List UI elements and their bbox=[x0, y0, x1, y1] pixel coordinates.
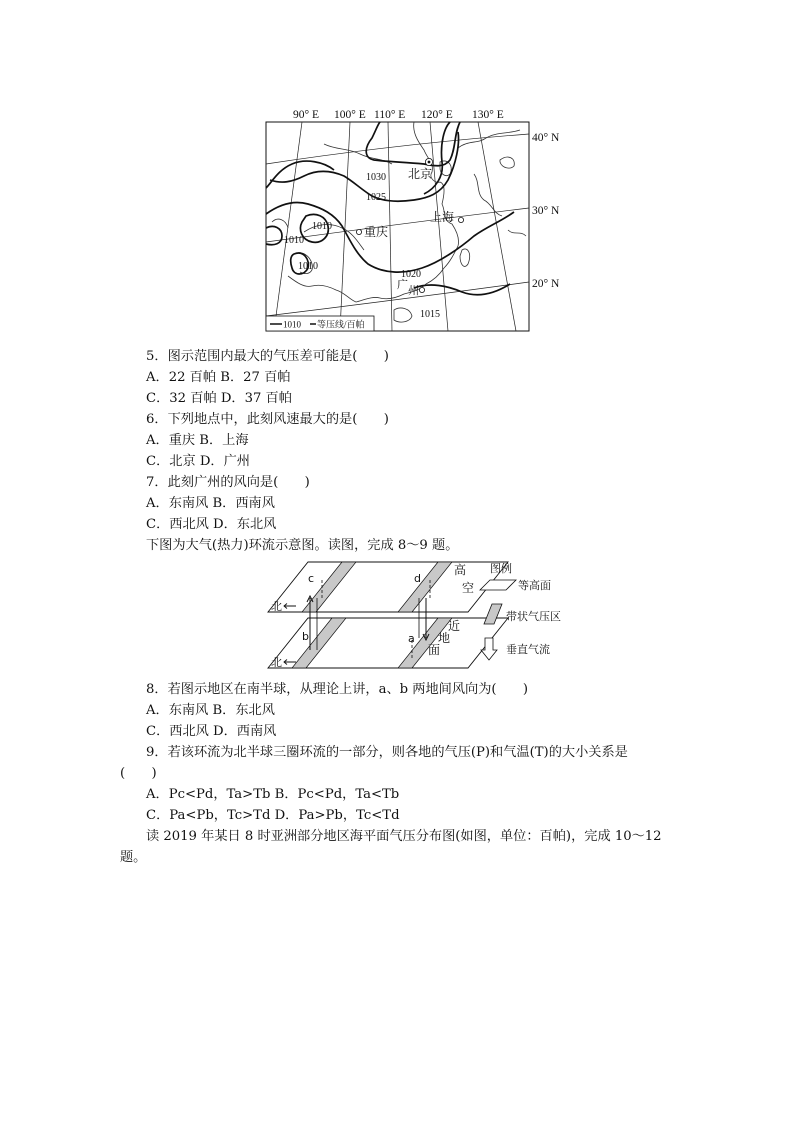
city-label-guangzhou: 广 bbox=[397, 279, 408, 291]
lat-label: 20° N bbox=[532, 278, 560, 290]
legend-isobar-text: 等压线/百帕 bbox=[317, 319, 365, 330]
intro-questions-8-9: 下图为大气(热力)环流示意图。读图，完成 8～9 题。 bbox=[146, 538, 459, 553]
city-label-beijing: 北京 bbox=[408, 167, 433, 181]
lon-label: 130° E bbox=[472, 109, 504, 121]
isobar-label: 1015 bbox=[420, 309, 440, 320]
isobar-label: 1020 bbox=[401, 269, 421, 280]
shanghai-marker-icon bbox=[458, 217, 463, 222]
question-9-options-cd: C．Pa<Pb，Tc>Td D．Pa>Pb，Tc<Td bbox=[146, 808, 400, 823]
isobar-label: 1025 bbox=[366, 192, 386, 203]
question-6-options-ab: A．重庆 B．上海 bbox=[146, 433, 249, 448]
question-5-options-cd: C．32 百帕 D．37 百帕 bbox=[146, 391, 292, 406]
isobar-label: 1010 bbox=[298, 261, 318, 272]
question-5-stem: 5．图示范围内最大的气压差可能是( ) bbox=[146, 349, 389, 364]
lon-label: 100° E bbox=[334, 109, 366, 121]
point-label-d: d bbox=[414, 572, 421, 585]
question-5-options-ab: A．22 百帕 B．27 百帕 bbox=[146, 370, 291, 385]
question-6-options-cd: C．北京 D．广州 bbox=[146, 454, 250, 469]
point-label-a: a bbox=[408, 632, 415, 645]
city-label-chongqing: 重庆 bbox=[364, 225, 389, 239]
guangzhou-marker-icon bbox=[419, 287, 424, 292]
question-8-stem: 8．若图示地区在南半球，从理论上讲，a、b 两地间风向为( ) bbox=[146, 682, 529, 697]
intro-questions-10-12-line1: 读 2019 年某日 8 时亚洲部分地区海平面气压分布图(如图，单位：百帕)，完成 10～12 bbox=[146, 829, 662, 844]
legend-flow-label: 垂直气流 bbox=[506, 643, 550, 656]
north-label-top: 北 bbox=[271, 600, 282, 613]
circulation-diagram-figure bbox=[262, 558, 572, 674]
question-9-stem-line1: 9．若该环流为北半球三圈环流的一部分，则各地的气压(P)和气温(T)的大小关系是 bbox=[146, 745, 628, 760]
legend-isobar-value: 1010 bbox=[283, 319, 301, 330]
question-7-options-ab: A．东南风 B．西南风 bbox=[146, 496, 275, 511]
level-label-near: 面 bbox=[428, 643, 441, 657]
question-7-options-cd: C．西北风 D．东北风 bbox=[146, 517, 277, 532]
legend-plane-label: 等高面 bbox=[518, 579, 551, 592]
isobar-map-figure bbox=[264, 104, 564, 336]
lon-label: 110° E bbox=[374, 109, 406, 121]
lon-label: 90° E bbox=[293, 109, 319, 121]
question-8-options-ab: A．东南风 B．东北风 bbox=[146, 703, 275, 718]
level-label-near: 地 bbox=[438, 631, 451, 645]
lon-label: 120° E bbox=[421, 109, 453, 121]
question-8-options-cd: C．西北风 D．西南风 bbox=[146, 724, 277, 739]
level-label-high: 空 bbox=[462, 581, 475, 595]
lat-label: 30° N bbox=[532, 205, 560, 217]
legend-belt-label: 带状气压区 bbox=[506, 610, 561, 623]
lat-label: 40° N bbox=[532, 132, 560, 144]
isobar-label: 1010 bbox=[284, 235, 304, 246]
question-6-stem: 6．下列地点中，此刻风速最大的是( ) bbox=[146, 412, 389, 427]
question-7-stem: 7．此刻广州的风向是( ) bbox=[146, 475, 310, 490]
intro-questions-10-12-line2: 题。 bbox=[120, 850, 147, 865]
question-9-options-ab: A．Pc<Pd，Ta>Tb B．Pc<Pd，Ta<Tb bbox=[146, 787, 400, 802]
city-label-guangzhou: 州 bbox=[408, 285, 419, 297]
city-label-shanghai: 上海 bbox=[430, 210, 455, 224]
isobar-label: 1030 bbox=[366, 172, 386, 183]
level-label-high: 高 bbox=[454, 563, 467, 577]
isobar-label: 1010 bbox=[312, 221, 332, 232]
level-label-near: 近 bbox=[448, 619, 461, 633]
beijing-marker-icon bbox=[425, 158, 432, 165]
question-9-stem-line2: ( ) bbox=[120, 766, 157, 781]
north-label-bottom: 北 bbox=[271, 656, 282, 669]
chongqing-marker-icon bbox=[356, 229, 361, 234]
point-label-b: b bbox=[302, 630, 309, 643]
point-label-c: c bbox=[308, 572, 315, 585]
diagram-legend-title: 图例 bbox=[490, 562, 512, 575]
